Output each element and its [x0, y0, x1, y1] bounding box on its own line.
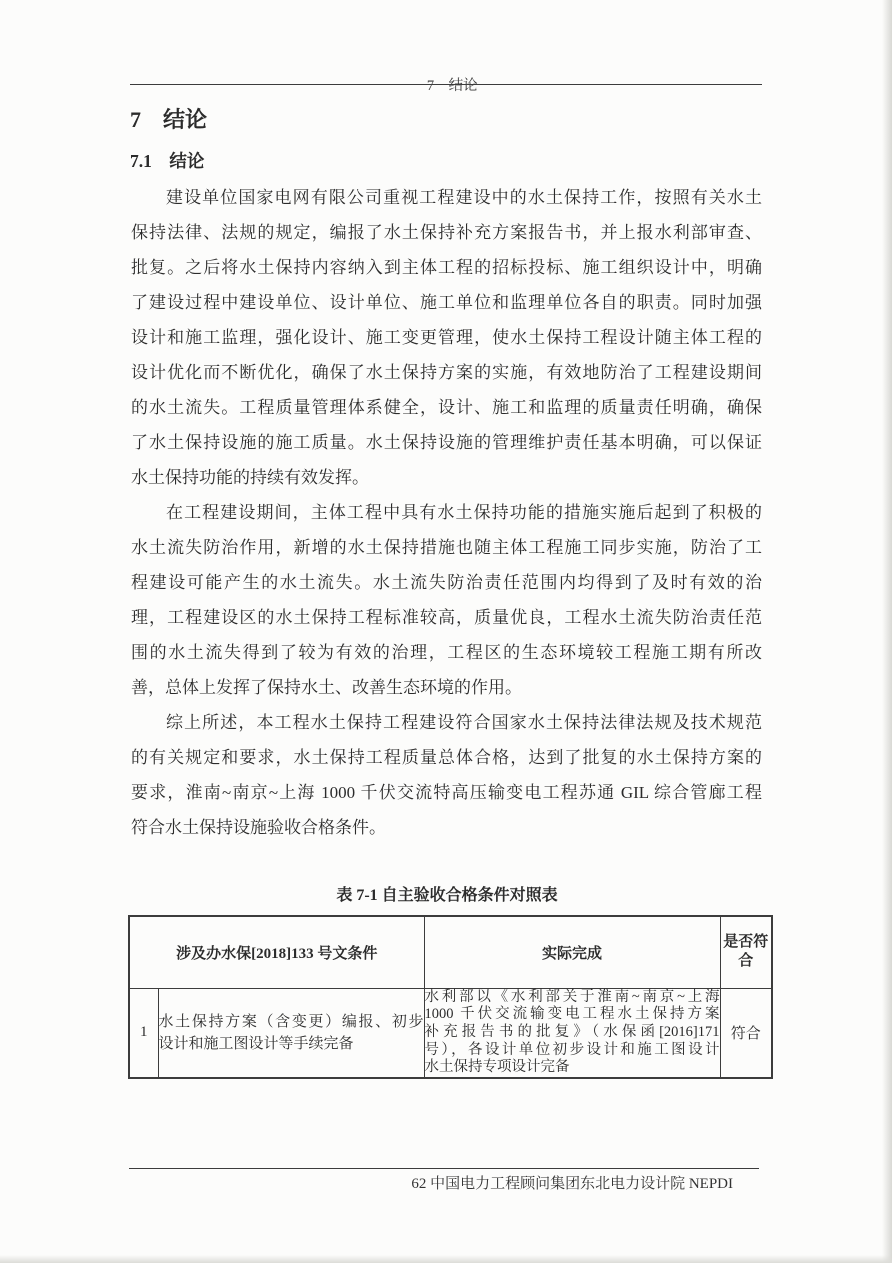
- condition-line: 水土保持方案（含变更）编报、初步: [158, 1013, 424, 1030]
- page-footer: [129, 1172, 759, 1193]
- paragraph-line: 要求，淮南~南京~上海 1000 千伏交流特高压输变电工程苏通 GIL 综合管廊工程: [131, 783, 762, 802]
- paragraph-line: 的有关规定和要求，水土保持工程质量总体合格，达到了批复的水土保持方案的: [131, 748, 762, 767]
- paragraph-line: 程建设可能产生的水土流失。水土流失防治责任范围内均得到了及时有效的治: [131, 573, 762, 592]
- scan-edge-bottom: [0, 1255, 892, 1263]
- actual-completion-cell: [424, 988, 720, 1078]
- paragraph-line: 水土流失防治作用，新增的水土保持措施也随主体工程施工同步实施，防治了工: [131, 538, 762, 557]
- paragraph-line: 的水土流失。工程质量管理体系健全，设计、施工和监理的质量责任明确，确保: [131, 398, 762, 417]
- paragraph-line: 了水土保持设施的施工质量。水土保持设施的管理维护责任基本明确，可以保证: [131, 433, 762, 452]
- scan-edge-right: [882, 0, 892, 1263]
- chapter-heading: 7 结论: [130, 107, 208, 132]
- row-number-cell: 1: [129, 988, 158, 1078]
- actual-line: 水土保持专项设计完备: [424, 1059, 570, 1076]
- compliance-cell: 符合: [720, 988, 772, 1078]
- paragraph-line: 保持法律、法规的规定，编报了水土保持补充方案报告书，并上报水利部审查、: [131, 223, 762, 242]
- col-header-condition: 涉及办水保[2018]133 号文条件: [129, 916, 424, 988]
- paragraph-line: 在工程建设期间，主体工程中具有水土保持功能的措施实施后起到了积极的: [166, 503, 762, 522]
- col-header-compliance: 是否符合: [720, 916, 772, 988]
- footer-text: 62 中国电力工程顾问集团东北电力设计院 NEPDI: [411, 1176, 733, 1192]
- paragraph-line: 善，总体上发挥了保持水土、改善生态环境的作用。: [131, 678, 522, 697]
- paragraph-line: 符合水土保持设施验收合格条件。: [131, 818, 386, 837]
- condition-line: 设计和施工图设计等手续完备: [158, 1035, 354, 1052]
- section-heading: 7.1 结论: [130, 151, 205, 171]
- paragraph-line: 围的水土流失得到了较为有效的治理，工程区的生态环境较工程施工期有所改: [131, 643, 762, 662]
- paragraph-line: 设计优化而不断优化，确保了水土保持方案的实施，有效地防治了工程建设期间: [131, 363, 762, 382]
- header-rule: [130, 84, 762, 85]
- paragraph-line: 设计和施工监理，强化设计、施工变更管理，使水土保持工程设计随主体工程的: [131, 328, 762, 347]
- paragraph-line: 了建设过程中建设单位、设计单位、施工单位和监理单位各自的职责。同时加强: [131, 293, 762, 312]
- paragraph-line: 水土保持功能的持续有效发挥。: [131, 468, 369, 487]
- col-header-actual: 实际完成: [424, 916, 720, 988]
- actual-line: 补充报告书的批复》（水保函[2016]171: [424, 1023, 720, 1040]
- footer-rule: [129, 1168, 759, 1169]
- table-row: [129, 988, 772, 1078]
- table-caption: 表 7-1 自主验收合格条件对照表: [336, 887, 558, 904]
- running-title: 7 结论: [426, 78, 478, 94]
- table-header-row: [129, 916, 772, 988]
- paragraph-line: 综上所述，本工程水土保持工程建设符合国家水土保持法律法规及技术规范: [166, 713, 762, 732]
- paragraph-line: 理，工程建设区的水土保持工程标准较高，质量优良，工程水土流失防治责任范: [131, 608, 762, 627]
- paragraph-line: 批复。之后将水土保持内容纳入到主体工程的招标投标、施工组织设计中，明确: [131, 258, 762, 277]
- body-text: [131, 180, 762, 845]
- conditions-table: [128, 915, 773, 1079]
- actual-line: 1000 千伏交流输变电工程水土保持方案: [424, 1006, 720, 1023]
- actual-line: 号），各设计单位初步设计和施工图设计: [424, 1041, 720, 1058]
- condition-cell: [158, 988, 424, 1078]
- actual-line: 水利部以《水利部关于淮南~南京~上海: [424, 988, 720, 1005]
- paragraph-line: 建设单位国家电网有限公司重视工程建设中的水土保持工作，按照有关水土: [166, 188, 762, 207]
